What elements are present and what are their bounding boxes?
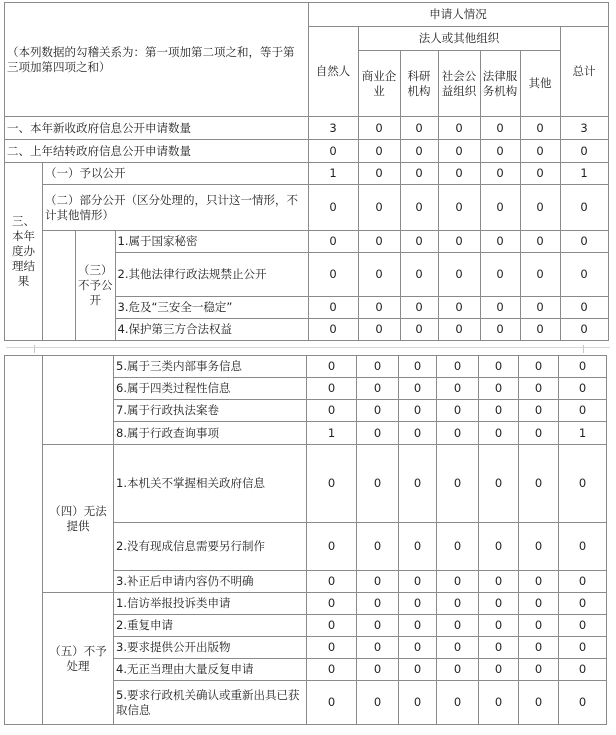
cell-value: 0 <box>400 140 438 163</box>
cell-value: 0 <box>437 445 479 523</box>
cell-value: 0 <box>480 185 520 231</box>
cell-value: 0 <box>358 163 400 185</box>
cell-value: 0 <box>519 422 559 445</box>
cell-value: 0 <box>307 378 357 400</box>
cell-value: 0 <box>400 297 438 319</box>
cell-value: 0 <box>438 163 480 185</box>
cell-value: 0 <box>559 356 607 378</box>
cell-value: 0 <box>480 163 520 185</box>
cell-value: 1 <box>559 422 607 445</box>
cell-value: 0 <box>437 400 479 422</box>
cell-value: 0 <box>308 319 358 341</box>
cell-value: 0 <box>437 637 479 659</box>
cell-value: 0 <box>438 231 480 253</box>
row-label: 2.其他法律行政法规禁止公开 <box>115 253 308 297</box>
row-label: 5.属于三类内部事务信息 <box>114 356 307 378</box>
row-label: （一）予以公开 <box>43 163 309 185</box>
cell-value: 0 <box>559 615 607 637</box>
cell-value: 0 <box>357 400 399 422</box>
row-label: 3.补正后申请内容仍不明确 <box>114 571 307 593</box>
cell-value: 0 <box>559 659 607 681</box>
cell-value: 0 <box>519 637 559 659</box>
header-note: （本列数据的勾稽关系为：第一项加第二项之和，等于第三项加第四项之和） <box>5 3 309 117</box>
cell-value: 0 <box>307 615 357 637</box>
cell-value: 0 <box>437 356 479 378</box>
cell-value: 0 <box>307 445 357 523</box>
cell-value: 0 <box>400 319 438 341</box>
row-label: 二、上年结转政府信息公开申请数量 <box>5 140 309 163</box>
cell-value: 0 <box>307 637 357 659</box>
row-label: 7.属于行政执法案卷 <box>114 400 307 422</box>
cell-value: 0 <box>520 163 560 185</box>
cell-value: 0 <box>400 185 438 231</box>
cell-value: 0 <box>437 615 479 637</box>
cell-value: 0 <box>559 400 607 422</box>
not-public-label: （三）不予公开 <box>76 231 116 341</box>
cell-value: 0 <box>479 378 519 400</box>
cell-value: 0 <box>438 185 480 231</box>
cell-value: 0 <box>308 231 358 253</box>
cell-value: 0 <box>399 523 437 571</box>
cell-value: 0 <box>560 231 608 253</box>
cell-value: 0 <box>399 571 437 593</box>
empty-cell <box>5 356 43 725</box>
cell-value: 0 <box>519 445 559 523</box>
cell-value: 0 <box>519 356 559 378</box>
divider-mark <box>583 345 584 353</box>
cell-value: 0 <box>480 117 520 140</box>
no-process-label: （五）不予处理 <box>43 593 114 725</box>
cell-value: 0 <box>437 571 479 593</box>
row-label: 1.信访举报投诉类申请 <box>114 593 307 615</box>
cell-value: 0 <box>308 140 358 163</box>
cell-value: 0 <box>437 593 479 615</box>
cell-value: 0 <box>519 593 559 615</box>
cell-value: 0 <box>560 140 608 163</box>
cell-value: 0 <box>479 400 519 422</box>
col-public-welfare: 社会公益组织 <box>438 51 480 117</box>
cell-value: 0 <box>357 571 399 593</box>
cell-value: 0 <box>479 523 519 571</box>
cell-value: 0 <box>399 356 437 378</box>
cell-value: 0 <box>357 523 399 571</box>
cell-value: 0 <box>479 659 519 681</box>
cell-value: 0 <box>437 378 479 400</box>
row-label: 8.属于行政查询事项 <box>114 422 307 445</box>
cell-value: 0 <box>400 253 438 297</box>
row-label: 2.重复申请 <box>114 615 307 637</box>
cell-value: 0 <box>519 615 559 637</box>
row-label: 4.保护第三方合法权益 <box>115 319 308 341</box>
row-label: 1.本机关不掌握相关政府信息 <box>114 445 307 523</box>
cell-value: 0 <box>560 319 608 341</box>
cell-value: 0 <box>519 378 559 400</box>
cell-value: 0 <box>358 253 400 297</box>
cell-value: 0 <box>357 615 399 637</box>
cell-value: 0 <box>480 253 520 297</box>
divider-mark <box>34 345 35 353</box>
page-divider <box>6 347 610 348</box>
cell-value: 0 <box>307 400 357 422</box>
cell-value: 0 <box>358 319 400 341</box>
cell-value: 0 <box>357 445 399 523</box>
cell-value: 0 <box>479 422 519 445</box>
cell-value: 0 <box>307 659 357 681</box>
cell-value: 0 <box>559 445 607 523</box>
cell-value: 0 <box>520 231 560 253</box>
col-commercial: 商业企业 <box>358 51 400 117</box>
cell-value: 0 <box>479 356 519 378</box>
cell-value: 0 <box>399 681 437 725</box>
col-natural-person: 自然人 <box>308 27 358 117</box>
cell-value: 0 <box>479 615 519 637</box>
cell-value: 0 <box>438 319 480 341</box>
table-row <box>5 356 607 378</box>
cell-value: 0 <box>308 297 358 319</box>
cell-value: 0 <box>560 297 608 319</box>
cell-value: 0 <box>437 422 479 445</box>
row-label: 2.没有现成信息需要另行制作 <box>114 523 307 571</box>
cell-value: 0 <box>519 571 559 593</box>
row-label: 1.属于国家秘密 <box>115 231 308 253</box>
cell-value: 0 <box>399 378 437 400</box>
row-label: 5.要求行政机关确认或重新出具已获取信息 <box>114 681 307 725</box>
cell-value: 1 <box>560 163 608 185</box>
cell-value: 0 <box>519 523 559 571</box>
row-label: （二）部分公开（区分处理的，只计这一情形，不计其他情形） <box>43 185 309 231</box>
cell-value: 0 <box>438 117 480 140</box>
cell-value: 1 <box>307 422 357 445</box>
cell-value: 0 <box>559 523 607 571</box>
cell-value: 0 <box>399 637 437 659</box>
cell-value: 0 <box>399 659 437 681</box>
empty-cell <box>43 231 76 341</box>
cell-value: 0 <box>520 253 560 297</box>
cell-value: 0 <box>357 356 399 378</box>
cell-value: 0 <box>357 422 399 445</box>
table-row <box>5 231 609 253</box>
cell-value: 0 <box>559 378 607 400</box>
col-total: 总计 <box>560 27 608 117</box>
cell-value: 0 <box>559 571 607 593</box>
col-other: 其他 <box>520 51 560 117</box>
statistics-table-bottom <box>4 355 607 725</box>
cell-value: 0 <box>559 681 607 725</box>
cell-value: 0 <box>307 523 357 571</box>
table-row <box>5 140 609 163</box>
cell-value: 0 <box>559 593 607 615</box>
cell-value: 0 <box>399 615 437 637</box>
cell-value: 0 <box>480 140 520 163</box>
cell-value: 0 <box>437 659 479 681</box>
cell-value: 0 <box>520 297 560 319</box>
cell-value: 0 <box>358 185 400 231</box>
cell-value: 0 <box>438 140 480 163</box>
header-applicant-info: 申请人情况 <box>308 3 608 27</box>
row-label: 一、本年新收政府信息公开申请数量 <box>5 117 309 140</box>
cell-value: 0 <box>358 140 400 163</box>
table-row <box>5 163 609 185</box>
cell-value: 0 <box>480 231 520 253</box>
cell-value: 0 <box>479 571 519 593</box>
cell-value: 0 <box>560 185 608 231</box>
cell-value: 0 <box>520 185 560 231</box>
cell-value: 0 <box>437 681 479 725</box>
cell-value: 0 <box>480 319 520 341</box>
cell-value: 0 <box>400 117 438 140</box>
table-row <box>5 117 609 140</box>
cell-value: 0 <box>357 378 399 400</box>
statistics-table-top <box>4 2 609 341</box>
cell-value: 0 <box>308 185 358 231</box>
cell-value: 0 <box>307 356 357 378</box>
cell-value: 0 <box>358 231 400 253</box>
section-three-label: 三、本年度办理结果 <box>5 163 43 341</box>
cell-value: 3 <box>308 117 358 140</box>
cell-value: 0 <box>399 422 437 445</box>
cell-value: 0 <box>400 163 438 185</box>
cell-value: 0 <box>307 593 357 615</box>
cell-value: 0 <box>479 637 519 659</box>
cell-value: 0 <box>520 319 560 341</box>
cell-value: 0 <box>479 681 519 725</box>
cell-value: 0 <box>399 445 437 523</box>
cell-value: 0 <box>358 117 400 140</box>
cell-value: 0 <box>520 140 560 163</box>
cell-value: 0 <box>479 593 519 615</box>
col-legal-service: 法律服务机构 <box>480 51 520 117</box>
cell-value: 3 <box>560 117 608 140</box>
header-legal-entity: 法人或其他组织 <box>358 27 560 51</box>
row-label: 4.无正当理由大量反复申请 <box>114 659 307 681</box>
cell-value: 0 <box>438 253 480 297</box>
cell-value: 0 <box>357 681 399 725</box>
cell-value: 0 <box>358 297 400 319</box>
col-research: 科研机构 <box>400 51 438 117</box>
cell-value: 0 <box>357 637 399 659</box>
cell-value: 0 <box>559 637 607 659</box>
row-label: 3.危及“三安全一稳定” <box>115 297 308 319</box>
cell-value: 0 <box>519 659 559 681</box>
table-row <box>5 593 607 615</box>
cell-value: 0 <box>438 297 480 319</box>
cell-value: 0 <box>399 400 437 422</box>
cell-value: 0 <box>357 593 399 615</box>
cell-value: 0 <box>519 681 559 725</box>
cell-value: 0 <box>357 659 399 681</box>
cell-value: 0 <box>307 571 357 593</box>
row-label: 3.要求提供公开出版物 <box>114 637 307 659</box>
table-row <box>5 185 609 231</box>
unable-provide-label: （四）无法提供 <box>43 445 114 593</box>
cell-value: 0 <box>308 253 358 297</box>
page-gap <box>0 341 616 355</box>
cell-value: 0 <box>437 523 479 571</box>
cell-value: 1 <box>308 163 358 185</box>
empty-cell <box>43 356 114 445</box>
cell-value: 0 <box>400 231 438 253</box>
cell-value: 0 <box>519 400 559 422</box>
row-label: 6.属于四类过程性信息 <box>114 378 307 400</box>
cell-value: 0 <box>399 593 437 615</box>
table-row <box>5 445 607 523</box>
cell-value: 0 <box>560 253 608 297</box>
cell-value: 0 <box>479 445 519 523</box>
cell-value: 0 <box>307 681 357 725</box>
cell-value: 0 <box>520 117 560 140</box>
cell-value: 0 <box>480 297 520 319</box>
